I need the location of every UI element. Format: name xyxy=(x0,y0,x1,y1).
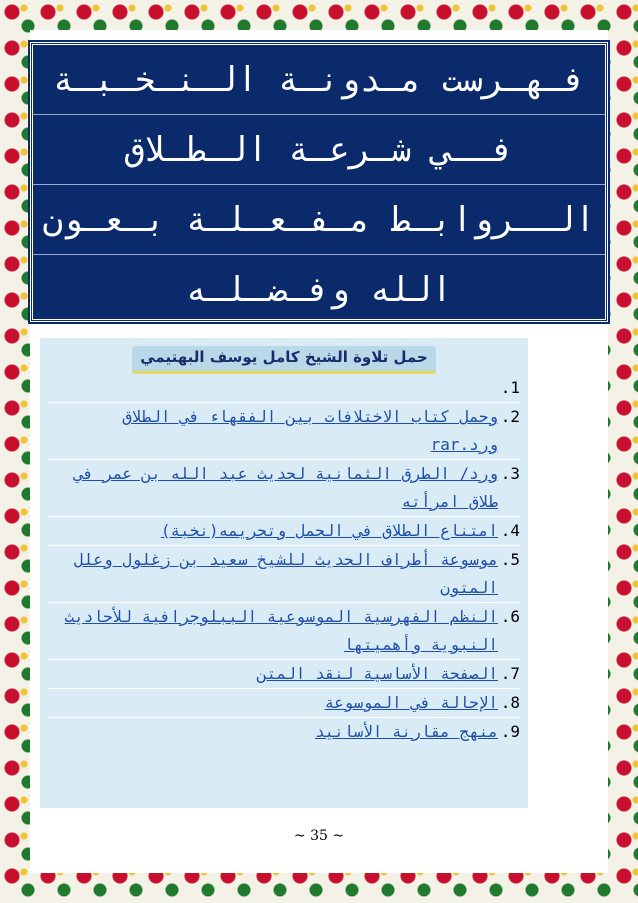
item-link[interactable]: الصفحة الأساسية لنقد المتن xyxy=(257,664,498,683)
item-number: 4. xyxy=(500,521,520,540)
item-number: 1. xyxy=(500,378,520,397)
page-number: ~ 35 ~ xyxy=(293,828,345,844)
page xyxy=(30,30,608,873)
title-line-1: فـهـرست مـدونـة الـنـخـبـة xyxy=(33,45,605,115)
title-line-2: فــي شـرعـة الـطـلاق xyxy=(33,115,605,185)
item-link[interactable]: منهج مقارنة الأسانيد xyxy=(314,722,498,741)
list-item xyxy=(48,374,520,403)
banner-text[interactable]: حمل تلاوة الشيخ كامل يوسف البهتيمي xyxy=(132,346,436,374)
list-item xyxy=(48,689,520,718)
item-link[interactable]: الإحالة في الموسوعة xyxy=(324,693,498,712)
item-link[interactable]: وحمل كتاب الاختلافات بين الفقهاء في الطلاق ورد.rar xyxy=(122,407,498,454)
item-link[interactable]: امتناع الطلاق في الحمل وتحريمه(نخبة) xyxy=(160,521,498,540)
list-item xyxy=(48,403,520,460)
list-item xyxy=(48,517,520,546)
item-number: 7. xyxy=(500,664,520,683)
title-line-4: الله وفـضـلـه xyxy=(185,269,453,310)
item-number: 9. xyxy=(500,722,520,741)
title-line-3: الــروابـط مـفـعـلـة بـعـون xyxy=(33,185,605,255)
title-box xyxy=(30,42,608,322)
list-item xyxy=(48,718,520,746)
list-item xyxy=(48,660,520,689)
item-link[interactable]: موسوعة أطراف الحديث للشيخ سعيد بن زغلول وعلل المتون xyxy=(74,550,498,597)
item-number: 3. xyxy=(500,464,520,483)
index-list xyxy=(40,338,528,808)
item-number: 6. xyxy=(500,607,520,626)
item-number: 8. xyxy=(500,693,520,712)
list-item xyxy=(48,546,520,603)
item-link[interactable]: النظم الفهرسية الموسوعية الببلوجرافية للأحاديث النبوية وأهميتها xyxy=(64,607,498,654)
list-item xyxy=(48,460,520,517)
item-number: 2. xyxy=(500,407,520,426)
recitation-banner[interactable] xyxy=(48,346,520,374)
list-item xyxy=(48,603,520,660)
item-link[interactable]: ورد/ الطرق الثمانية لحديث عبد الله بن عمر في طلاق امرأته xyxy=(74,464,498,511)
item-number: 5. xyxy=(500,550,520,569)
